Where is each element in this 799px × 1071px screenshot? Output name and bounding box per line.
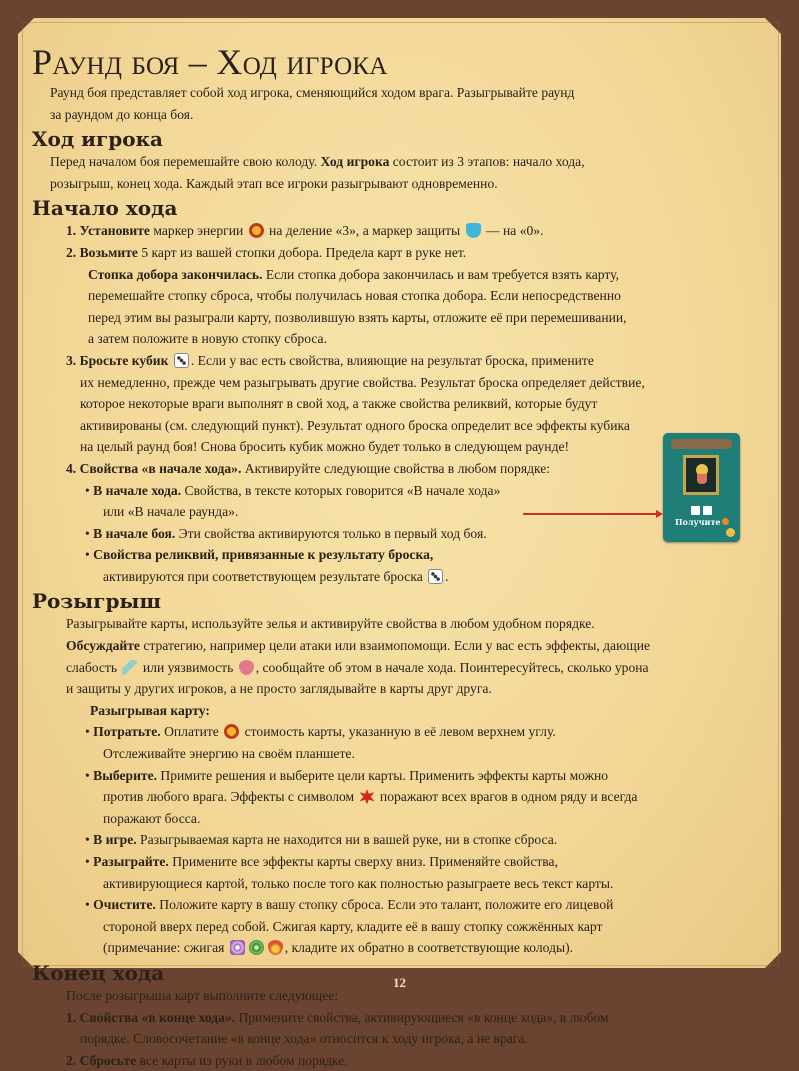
bullet-line [32,523,762,545]
dice-icon [428,569,443,584]
bold-lead: 1. Свойства «в конце хода». [66,1009,236,1025]
bullet-marker: • [85,525,94,541]
sections [32,82,762,1071]
bullet-line [32,480,762,502]
text-line [32,104,762,126]
text-span: После розыгрыша карт выполните следующее: [66,987,339,1003]
text-span: или «В начале раунда». [103,504,239,520]
text-span: Разыгрывайте карты, используйте зелья и активируйте свойства в любом удобном порядке. [66,616,595,632]
text-span: , кладите их обратно в соответствующие колоды). [284,940,574,956]
bullet-line [32,937,762,959]
text-line [32,151,762,173]
card-title-banner [671,439,732,449]
text-span: Раунд боя представляет собой ход игрока, сменяющийся ходом врага. Разыгрывайте раунд [50,85,575,100]
text-span: (примечание: сжигая [103,940,228,956]
bold-lead: 4. Свойства «в начале хода». [66,460,242,476]
text-line [32,328,762,350]
bullet-line [32,566,762,588]
spiral-green-icon [249,940,264,955]
text-span: Эти свойства активируются только в первый ход боя. [175,525,487,541]
section-heading: Розыгрыш [32,589,161,614]
text-span: стоимость карты, указанную в её левом верхнем углу. [241,724,556,740]
text-span: состоит из 3 этапов: начало хода, [389,154,585,170]
card-art-frame [683,455,719,495]
section-heading: Ход игрока [32,127,163,152]
text-line [32,415,762,437]
text-span: Положите карту в вашу стопку сброса. Если это талант, положите его лицевой [155,897,614,913]
rules-content [32,42,762,1071]
text-span: Свойства, в тексте которых говорится «В начале хода» [181,482,501,498]
text-span: активирующиеся картой, только после того как полностью разыграете весь текст карты. [103,875,614,891]
text-span: активируются при соответствующем результате броска [103,568,427,584]
shield-icon [466,223,481,238]
text-span: Примите решения и выберите цели карты. Применить эффекты карты можно [157,767,609,783]
page-number: 12 [393,975,406,990]
text-span: слабость [66,659,121,675]
text-span: и защиты у других игроков, а не просто заглядывайте в карты друг друга. [66,681,492,697]
dice-icon [174,353,189,368]
text-line [32,285,762,307]
text-span: . [445,568,449,584]
text-span: Отслеживайте энергию на своём планшете. [103,746,355,762]
bold-lead: 1. Установите [66,223,150,239]
text-span: Если стопка добора закончилась и вам требуется взять карту, [262,266,619,282]
bold-lead: Очистите. [93,897,156,913]
energy-icon [249,223,264,238]
text-line [32,242,762,264]
text-span: розыгрыш, конец хода. Каждый этап все игроки разыгрывают одновременно. [50,175,498,191]
weakness-icon [122,660,137,675]
bullet-line [32,743,762,765]
bullet-marker: • [85,897,94,913]
text-line [32,372,762,394]
bullet-marker: • [85,724,94,740]
bold-lead: Обсуждайте [66,638,140,654]
vulnerable-icon [239,660,254,675]
text-span: Оплатите [160,724,223,740]
bullet-line [32,808,762,830]
text-span: перед этим вы разыграли карту, позволившую взять карты, отложите её при перемешивании, [88,309,627,325]
bold-lead: Ход игрока [320,154,390,170]
text-span: поражают всех врагов в одном ряду и всегда [376,789,638,805]
pot-icon [697,474,707,484]
text-line [32,1028,762,1050]
bullet-marker: • [85,547,94,563]
bullet-line [32,829,762,851]
text-span: или уязвимость [139,659,237,675]
bullet-marker: • [85,482,94,498]
text-span: стратегию, например цели атаки или взаимопомощи. Если у вас есть эффекты, дающие [139,638,651,654]
relic-card-illustration [663,433,740,542]
bold-lead: Свойства реликвий, привязанные к результату броска, [93,547,434,563]
text-line [32,350,762,372]
text-span: Перед началом боя перемешайте свою колоду. [50,154,321,170]
text-line [32,82,762,104]
text-span: на деление «3», а маркер защиты [265,223,464,239]
text-line [32,458,762,480]
text-span: поражают босса. [103,810,201,826]
dice-icon [691,506,700,515]
text-span: маркер энергии [149,223,247,239]
bullet-marker: • [85,854,94,869]
bullet-line [32,851,762,873]
bullet-line [32,786,762,808]
bullet-marker: • [85,767,94,783]
bold-lead: Разыграйте. [93,854,169,869]
bullet-marker: • [85,832,94,848]
bold-lead: 2. Сбросьте [66,1052,137,1068]
text-span: перемешайте стопку сброса, чтобы получилась новая стопка добора. Если непосредственно [88,288,621,304]
text-line [32,220,762,242]
text-span: их немедленно, прежде чем разыгрывать другие свойства. Результат броска определяет действие, [80,374,645,390]
bold-lead: В игре. [93,832,137,848]
text-span: — на «0». [482,223,544,239]
spiral-purple-icon [230,940,245,955]
bullet-line [32,544,762,566]
bold-lead: 3. Бросьте кубик [66,352,172,368]
text-line [32,613,762,635]
text-line [32,657,762,679]
text-span: против любого врага. Эффекты с символом [103,789,358,805]
bullet-line [32,721,762,743]
text-line [32,307,762,329]
bold-lead: Разыгрывая карту: [90,702,210,718]
coin-icon [722,518,729,525]
text-span: Примените все эффекты карты сверху вниз. Применяйте свойства, [168,854,558,869]
bold-lead: В начале боя. [93,525,176,541]
text-line [32,635,762,657]
section-heading: Начало хода [32,196,178,221]
aoe-icon [360,789,375,804]
cost-icon [726,528,735,537]
energy-icon [224,724,239,739]
bold-lead: Выберите. [93,767,158,783]
dice-icon [703,506,712,515]
text-line [32,173,762,195]
pointer-arrow [523,513,657,515]
text-line [32,700,762,722]
bold-lead: Стопка добора закончилась. [88,266,263,282]
fire-heart-icon [268,940,283,955]
text-span: а затем положите в новую стопку сброса. [88,331,327,347]
text-span: порядке. Словосочетание «в конце хода» относится к ходу игрока, а не врага. [80,1031,528,1047]
bullet-line [32,894,762,916]
text-span: Примените свойства, активирующиеся «в конце хода», в любом [235,1009,609,1025]
text-line [32,1050,762,1071]
text-span: на целый раунд боя! Снова бросить кубик можно будет только в следующем раунде! [80,439,570,455]
bold-lead: 2. Возьмите [66,244,138,260]
text-line [32,393,762,415]
page-title: Раунд боя – Ход игрока [32,42,388,82]
section-heading: Конец хода [32,960,165,985]
bullet-line [32,873,762,895]
text-line [32,436,762,458]
bullet-line [32,916,762,938]
text-span: которое некоторые враги выполнят в свой ход, а также свойства реликвий, которые будут [80,396,598,412]
text-line [32,678,762,700]
text-span: все карты из руки в любом порядке. [136,1052,348,1068]
bold-lead: В начале хода. [93,482,182,498]
bold-lead: Потратьте. [93,724,161,740]
text-span: , сообщайте об этом в начале хода. Поинтересуйтесь, сколько урона [255,659,649,675]
text-span: Разыгрываемая карта не находится ни в вашей руке, ни в стопке сброса. [136,832,558,848]
bullet-line [32,501,762,523]
card-gain-label: Получите [675,517,721,527]
text-line [32,1007,762,1029]
text-line [32,264,762,286]
bullet-line [32,765,762,787]
text-span: Активируйте следующие свойства в любом порядке: [241,460,551,476]
text-span: 5 карт из вашей стопки добора. Предела карт в руке нет. [137,244,467,260]
text-span: стороной вверх перед собой. Сжигая карту, кладите её в вашу стопку сожжённых карт [103,918,603,934]
text-span: активированы (см. следующий пункт). Результат одного броска определит все эффекты кубика [80,417,630,433]
text-span: за раундом до конца боя. [50,106,194,122]
text-span: . Если у вас есть свойства, влияющие на результат броска, примените [190,352,594,368]
